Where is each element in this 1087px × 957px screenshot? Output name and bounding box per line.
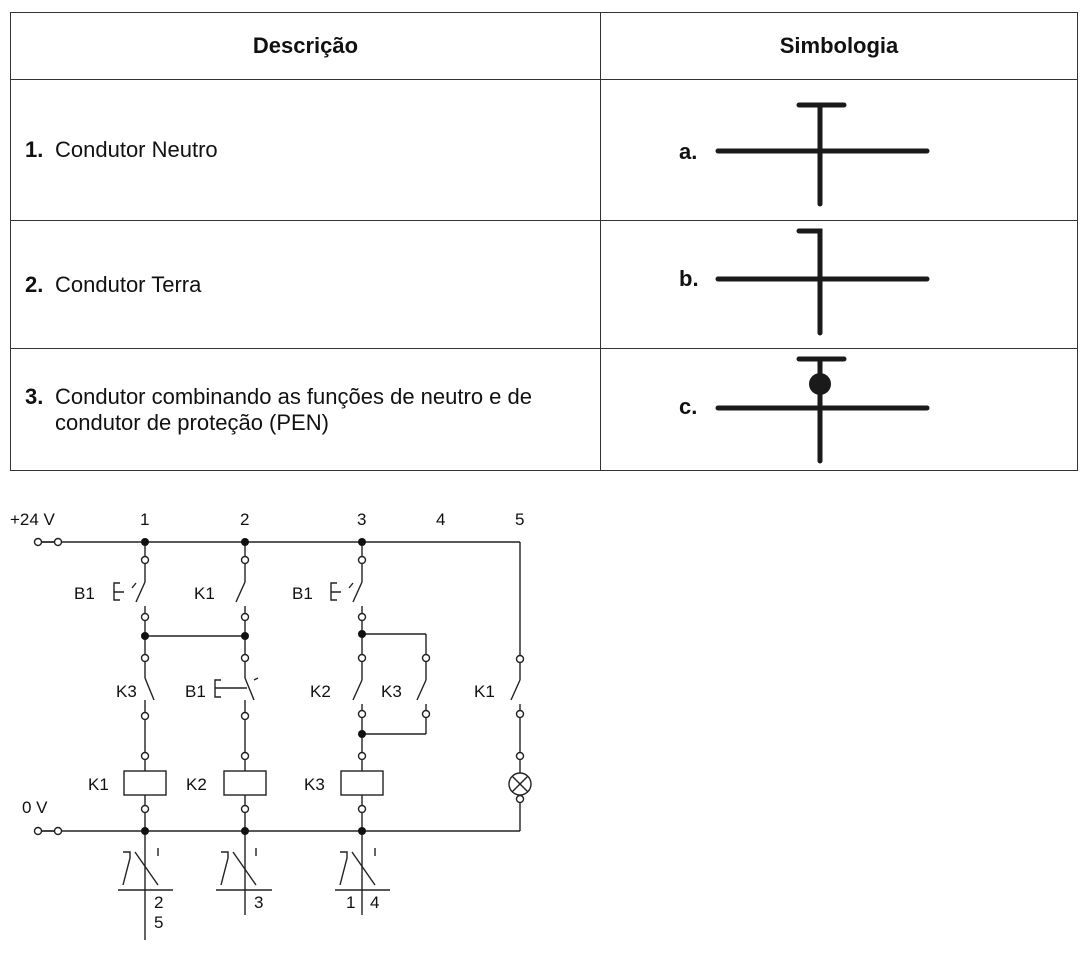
rung-number: 4 (436, 510, 446, 529)
k3-contact-cross (335, 831, 390, 915)
row-description (11, 349, 601, 471)
contact-label: K2 (310, 682, 331, 701)
row-text: Condutor Terra (55, 271, 202, 297)
contact-label: K3 (116, 682, 137, 701)
coil-label: K1 (88, 775, 109, 794)
table-header-row (11, 13, 1078, 80)
symbol-table (10, 12, 1078, 471)
contact-label: K1 (194, 584, 215, 603)
contact-label: K1 (474, 682, 495, 701)
contact-label: B1 (74, 584, 95, 603)
symbol-cell (601, 80, 1078, 221)
symbol-cell (601, 221, 1078, 349)
table-row (11, 80, 1078, 221)
symbol-letter: b. (679, 266, 699, 291)
header-description: Descrição (11, 13, 601, 80)
row-number: 1. (25, 137, 44, 163)
pen-conductor-symbol (601, 349, 1078, 470)
table-row (11, 221, 1078, 349)
symbol-letter: a. (679, 139, 698, 164)
neutral-conductor-symbol (601, 80, 1078, 220)
contact-reference: 2 (154, 893, 164, 912)
contact-label: K3 (381, 682, 402, 701)
earth-conductor-symbol (601, 221, 1078, 348)
coil-label: K3 (304, 775, 325, 794)
symbol-letter: c. (679, 394, 698, 419)
contact-reference: 4 (370, 893, 380, 912)
rung-number: 1 (140, 510, 150, 529)
row-number: 2. (25, 271, 44, 297)
contact-label: B1 (185, 682, 206, 701)
rung-number: 5 (515, 510, 525, 529)
contact-reference: 3 (254, 893, 264, 912)
k1-contact-cross (118, 831, 173, 940)
rung-number: 3 (357, 510, 367, 529)
contact-reference: 1 (346, 893, 356, 912)
ladder-diagram (8, 500, 538, 950)
symbol-cell (601, 349, 1078, 471)
row-description (11, 80, 601, 221)
k2-contact-cross (216, 831, 272, 915)
row-description (11, 221, 601, 349)
contact-reference: 5 (154, 913, 164, 932)
supply-positive-label: +24 V (10, 510, 55, 529)
contact-label: B1 (292, 584, 313, 603)
row-text: Condutor combinando as funções de neutro e de condutor de proteção (PEN) (55, 384, 532, 435)
row-text: Condutor Neutro (55, 137, 218, 163)
coil-label: K2 (186, 775, 207, 794)
rung-number: 2 (240, 510, 250, 529)
table-row (11, 349, 1078, 471)
row-number: 3. (25, 384, 44, 410)
supply-negative-label: 0 V (22, 798, 48, 817)
header-symbology: Simbologia (601, 13, 1078, 80)
